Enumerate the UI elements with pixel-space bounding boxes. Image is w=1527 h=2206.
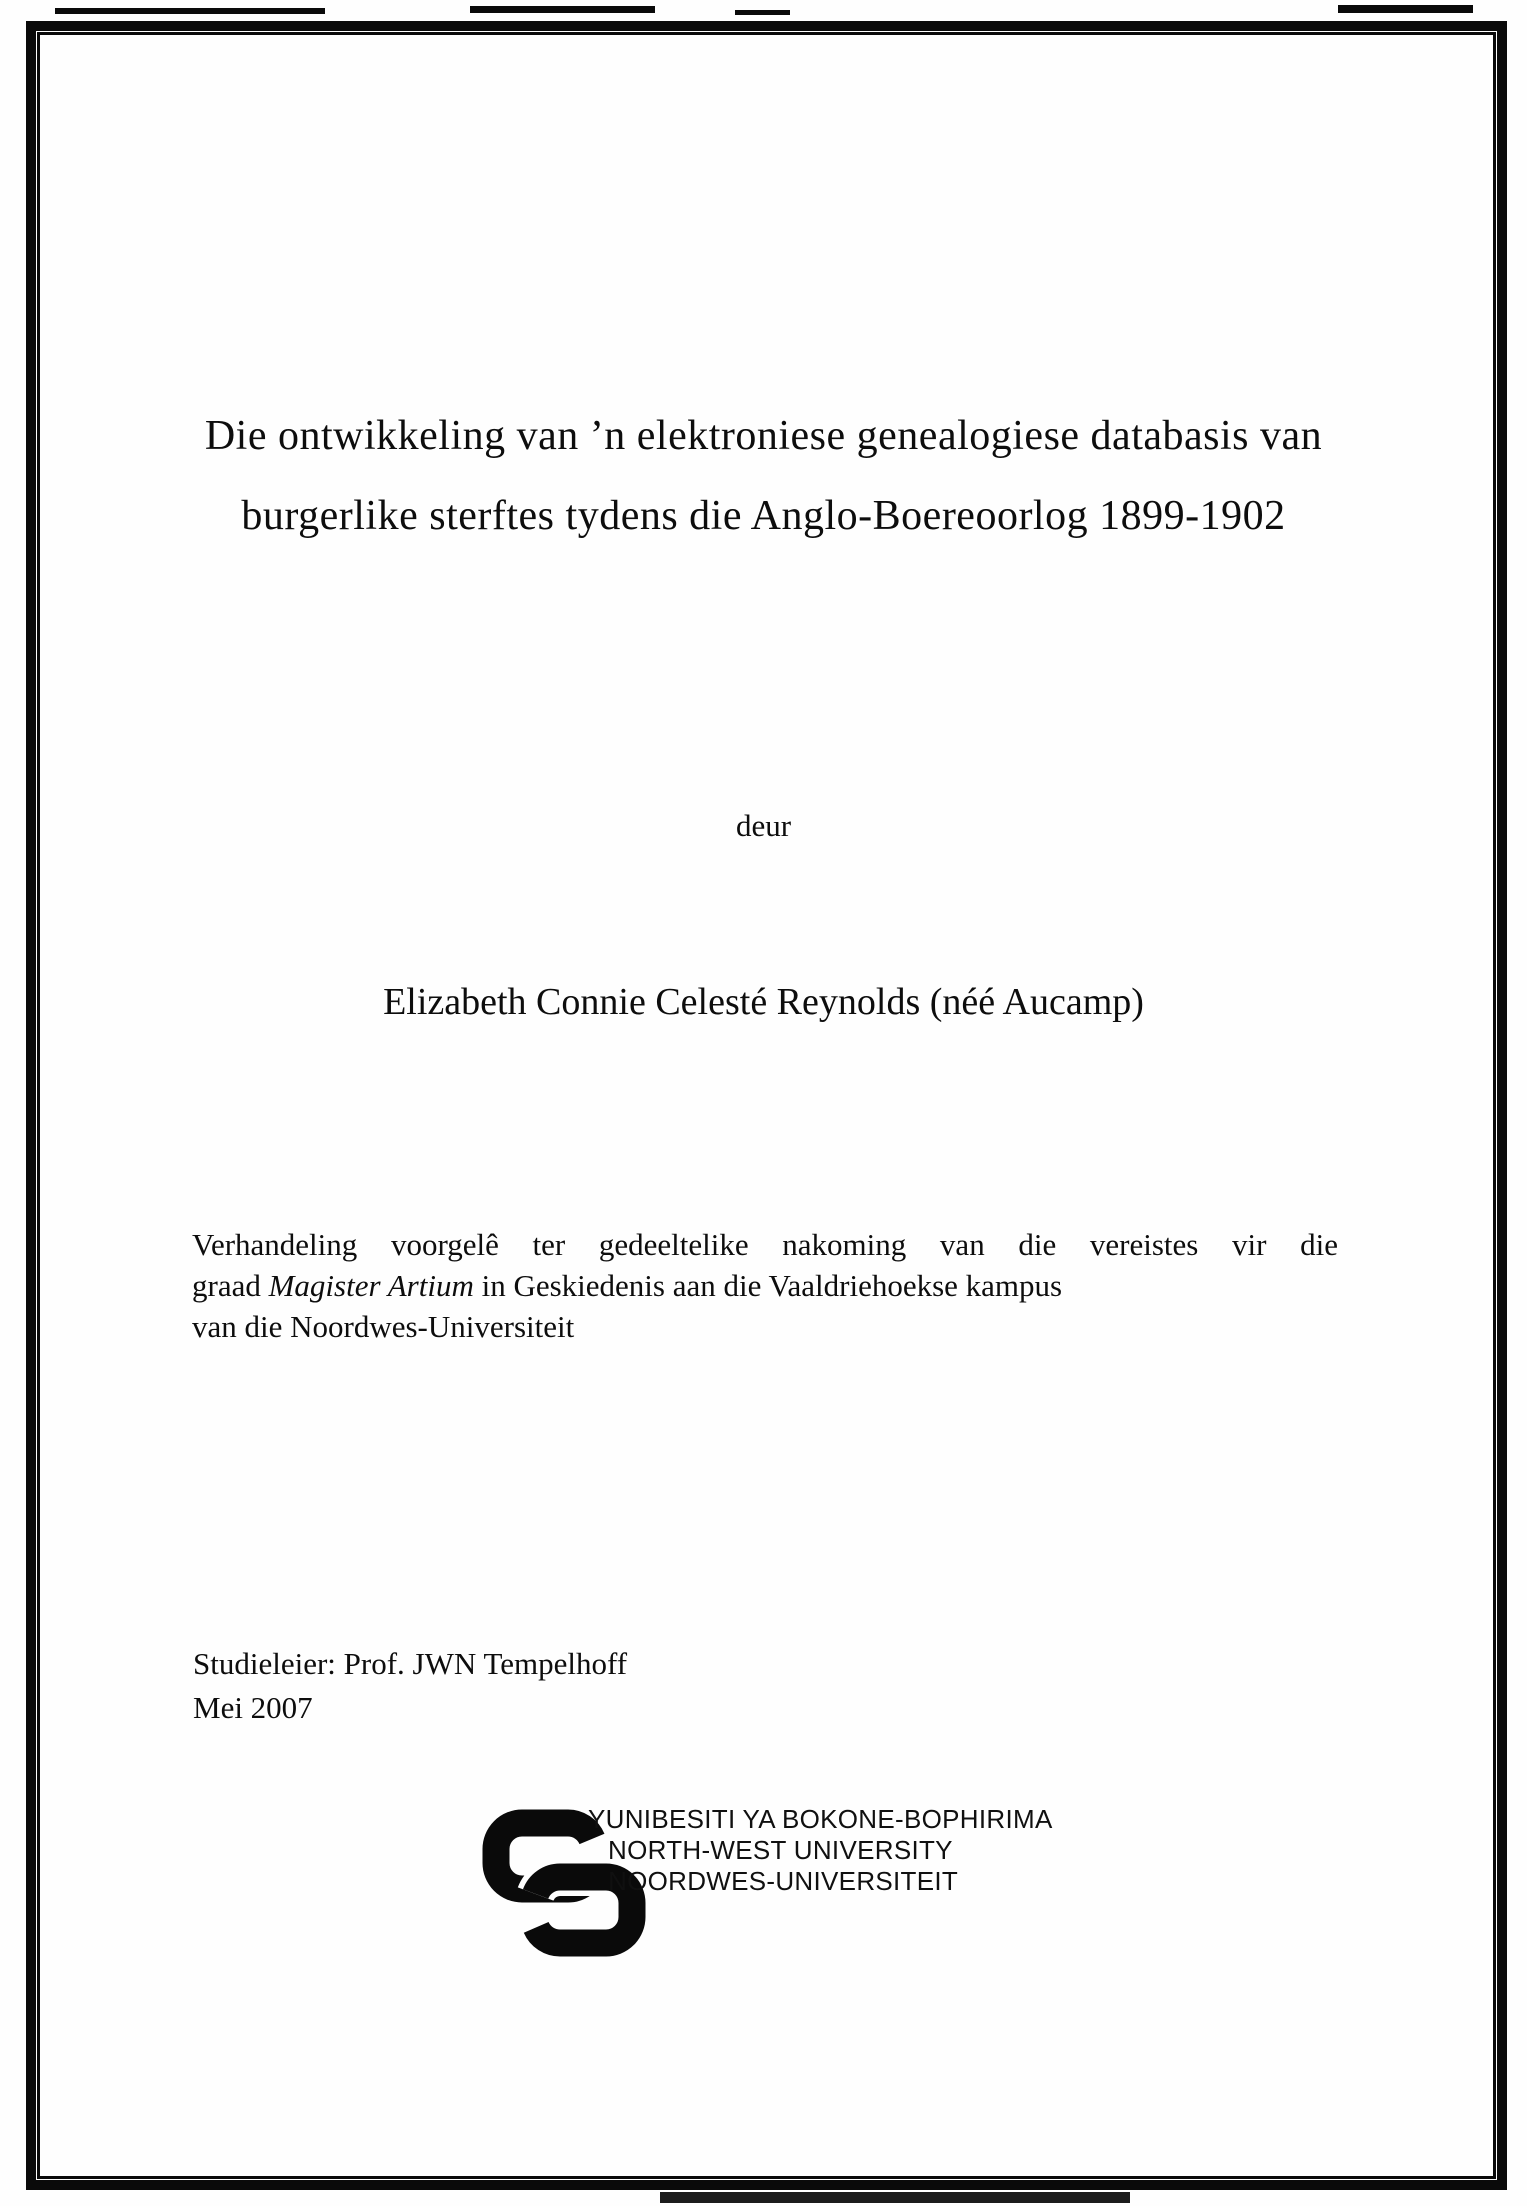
author-name: Elizabeth Connie Celesté Reynolds (néé Aucamp) <box>383 981 1144 1023</box>
degree-title-italic: Magister Artium <box>268 1268 474 1303</box>
degree-statement-line2-pre: graad <box>192 1268 269 1303</box>
degree-statement-line3: van die Noordwes-Universiteit <box>192 1309 575 1344</box>
scan-artifact <box>735 10 790 15</box>
byline-deur: deur <box>735 808 792 843</box>
supervisor-line: Studieleier: Prof. JWN Tempelhoff <box>193 1646 628 1681</box>
degree-statement-line2-post: in Geskiedenis aan die Vaaldriehoekse kampus <box>473 1268 1063 1303</box>
scan-artifact <box>470 6 655 13</box>
thesis-title <box>0 396 1527 556</box>
date-line: Mei 2007 <box>193 1690 313 1725</box>
degree-statement-line1: Verhandeling voorgelê ter gedeeltelike nakoming van die vereistes vir die <box>192 1227 1338 1262</box>
thesis-title-line1: Die ontwikkeling van ’n elektroniese genealogiese databasis van <box>204 413 1323 459</box>
nwu-logo-text <box>588 1804 1053 1897</box>
degree-statement <box>192 1224 1338 1347</box>
nwu-logo-line-afrikaans: NOORDWES-UNIVERSITEIT <box>608 1866 959 1896</box>
scan-artifact <box>1338 5 1473 13</box>
nwu-logo-line-english: NORTH-WEST UNIVERSITY <box>608 1835 953 1865</box>
scan-artifact <box>55 8 325 14</box>
degree-statement-line2 <box>192 1265 1338 1306</box>
nwu-logo <box>470 1802 1110 1967</box>
nwu-logo-line-setswana: YUNIBESITI YA BOKONE-BOPHIRIMA <box>588 1804 1053 1834</box>
thesis-title-line2: burgerlike sterftes tydens die Anglo-Boereoorlog 1899-1902 <box>241 493 1286 539</box>
scan-artifact <box>660 2192 1130 2203</box>
